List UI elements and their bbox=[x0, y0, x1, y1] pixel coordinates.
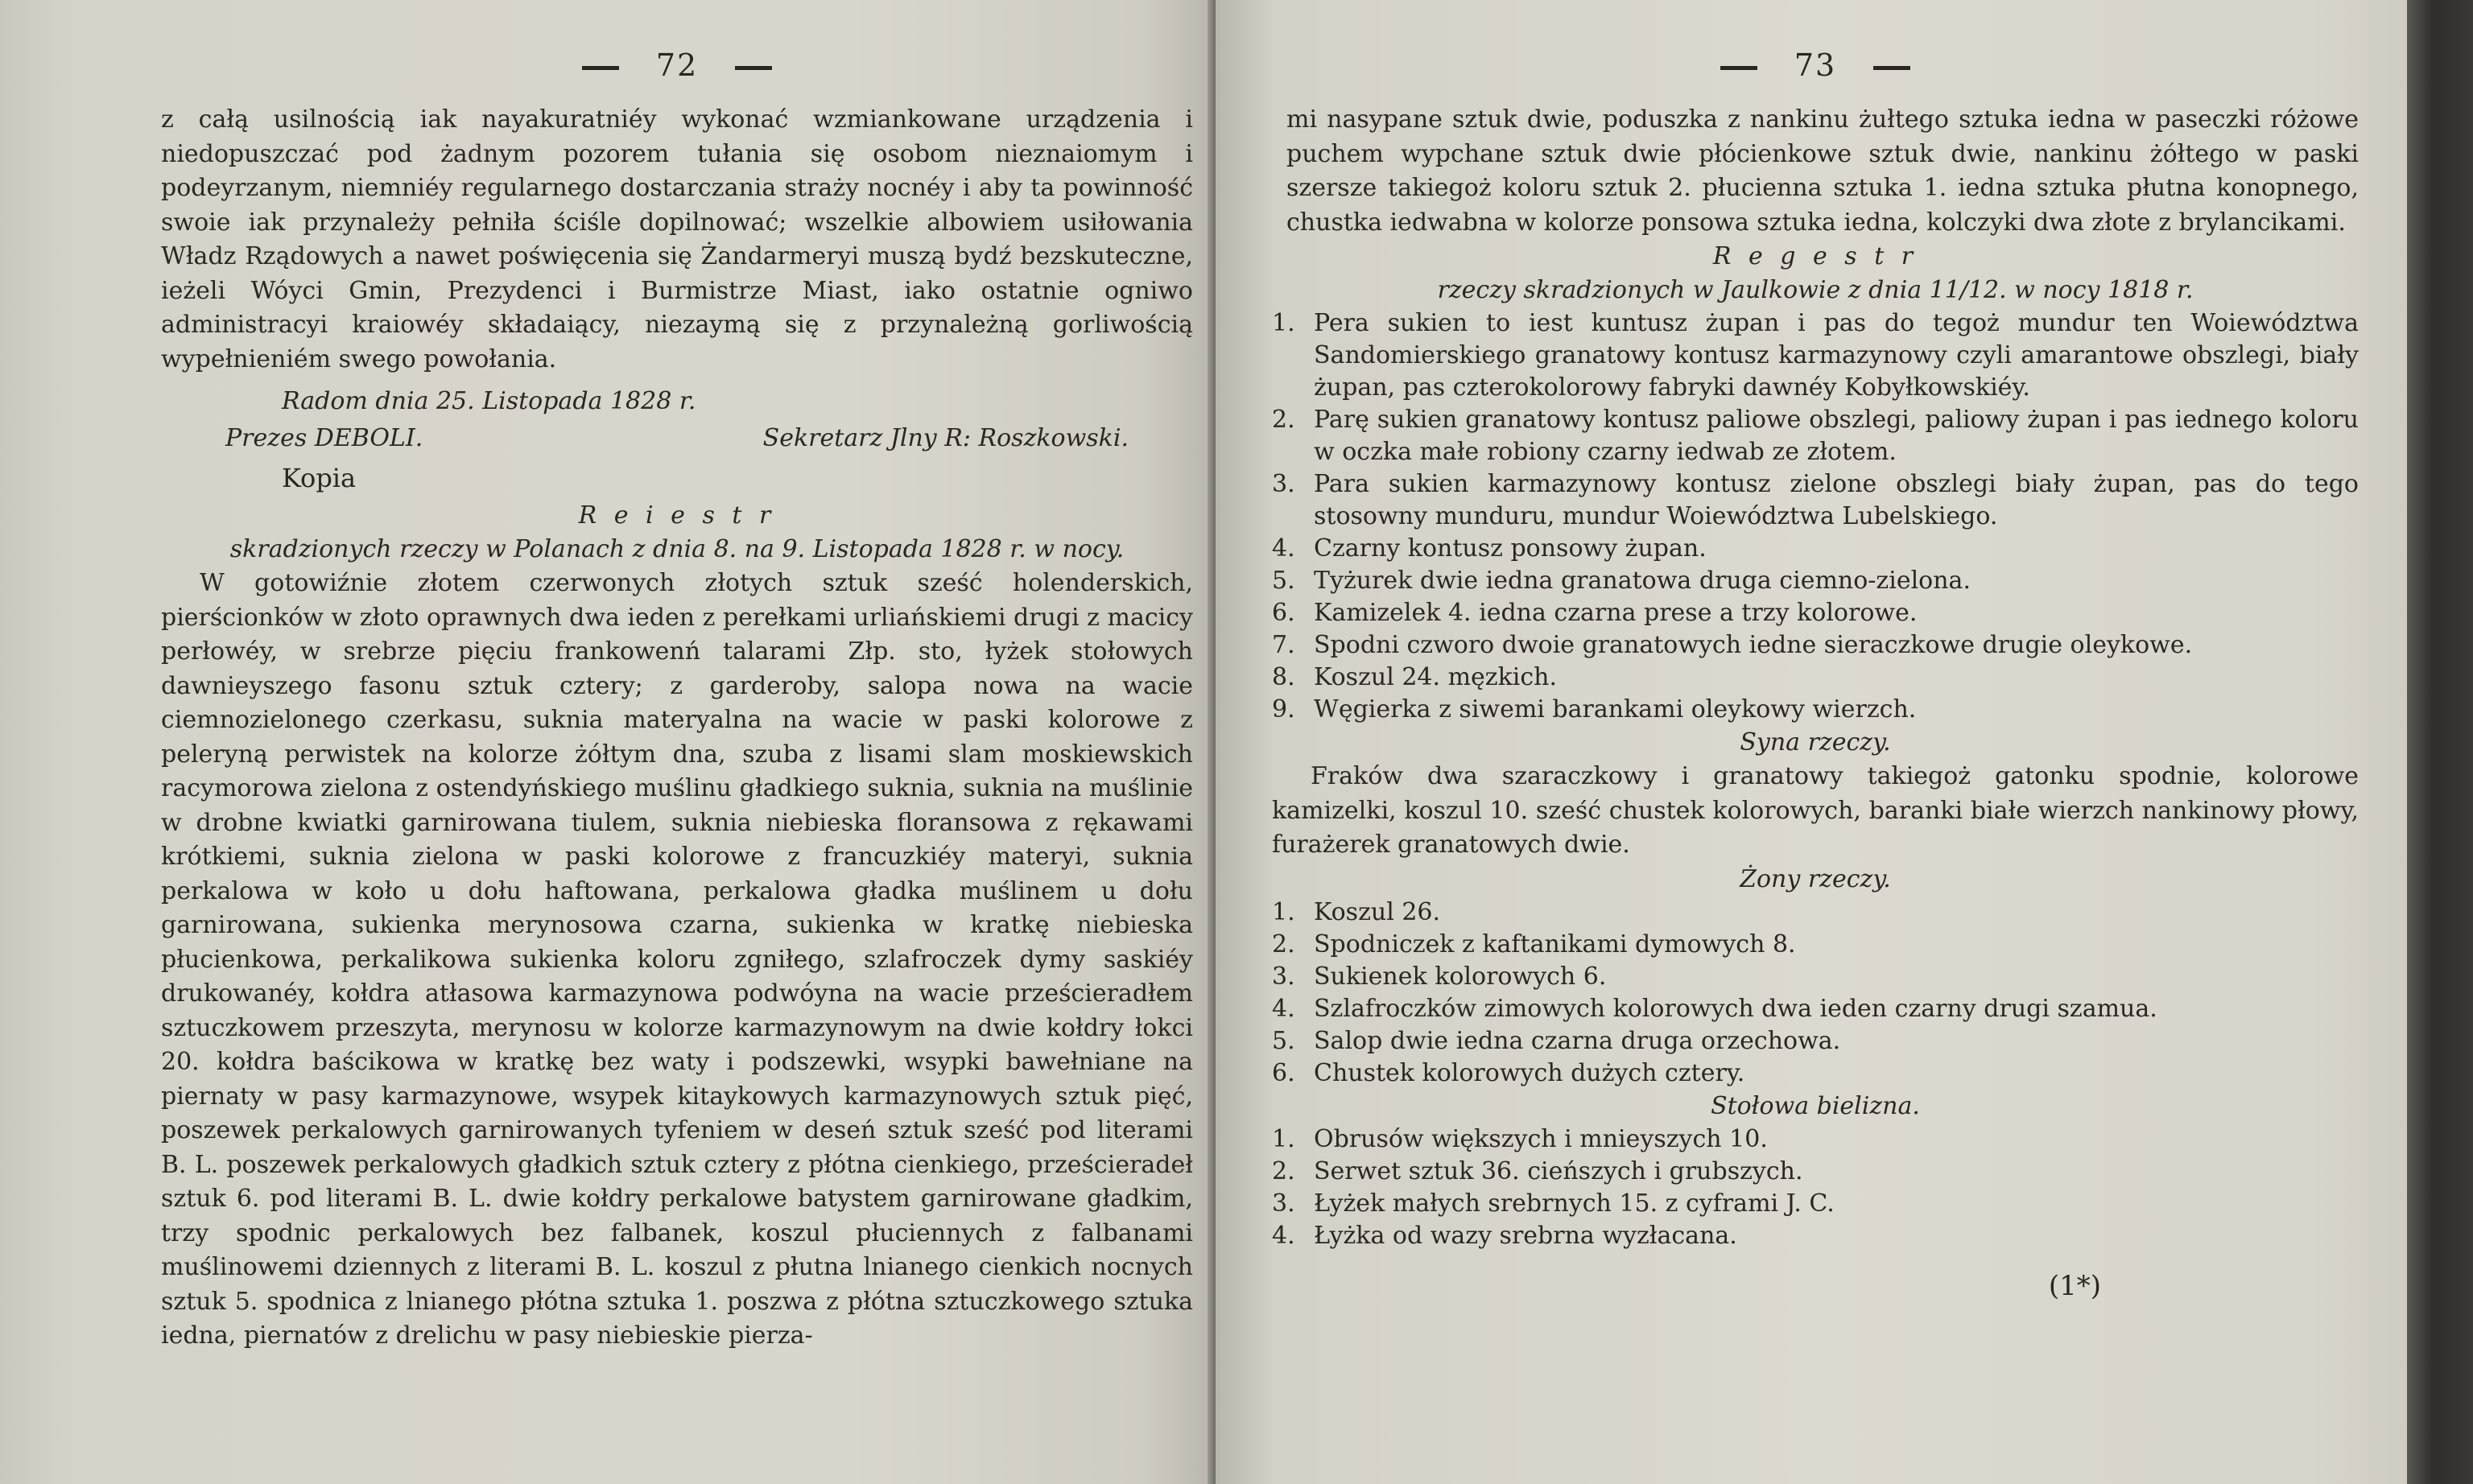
list-item-text: Koszul 24. męzkich. bbox=[1314, 663, 1558, 691]
list-item-text: Łyżek małych srebrnych 15. z cyframi J. C. bbox=[1314, 1189, 1835, 1218]
list-item-number: 6. bbox=[1272, 599, 1295, 627]
list-item-text: Obrusów większych i mnieyszych 10. bbox=[1314, 1124, 1768, 1153]
list-item bbox=[1272, 1123, 2359, 1156]
list-item-text: Łyżka od wazy srebrna wyzłacana. bbox=[1314, 1221, 1737, 1250]
list-item bbox=[1272, 929, 2359, 961]
list-item bbox=[1272, 533, 2359, 565]
signature-mark: (1*) bbox=[2048, 1269, 2101, 1302]
linen-heading: Stołowa bielizna. bbox=[1711, 1091, 1920, 1120]
list-item-number: 8. bbox=[1272, 663, 1295, 691]
list-item-number: 5. bbox=[1272, 1026, 1295, 1055]
list-item-text: Para sukien karmazynowy kontusz zielone obszlegi biały żupan, pas do tego stosowny munduru, mundur Woiewództwa Lubelskiego. bbox=[1314, 470, 2359, 530]
list-item-number: 2. bbox=[1272, 406, 1295, 434]
list-item-number: 6. bbox=[1272, 1058, 1295, 1087]
list-item bbox=[1272, 1025, 2359, 1057]
list-item bbox=[1272, 1188, 2359, 1220]
list-item bbox=[1272, 307, 2359, 404]
list-item-number: 1. bbox=[1272, 897, 1295, 926]
list-item bbox=[1272, 961, 2359, 993]
list-item-text: Parę sukien granatowy kontusz paliowe obszlegi, paliowy żupan i pas iednego koloru w oczka małe robiony czarny iedwab ze złotem. bbox=[1314, 406, 2359, 466]
list-item bbox=[1272, 629, 2359, 662]
list-item bbox=[1272, 597, 2359, 629]
list-item-number: 7. bbox=[1272, 631, 1295, 659]
signature-president: Prezes DEBOLI. bbox=[225, 424, 423, 452]
list-item-text: Serwet sztuk 36. cieńszych i grubszych. bbox=[1314, 1156, 1803, 1185]
list-item-number: 5. bbox=[1272, 567, 1295, 595]
list-item-text: Koszul 26. bbox=[1314, 897, 1441, 926]
right-page-header bbox=[1272, 42, 2359, 89]
list-item bbox=[1272, 565, 2359, 597]
list-item-number: 3. bbox=[1272, 962, 1295, 991]
list-item-text: Węgierka z siwemi barankami oleykowy wierzch. bbox=[1314, 695, 1917, 723]
signature-secretary: Sekretarz Jlny R: Roszkowski. bbox=[762, 424, 1129, 452]
right-continuation-paragraph: mi nasypane sztuk dwie, poduszka z nankinu żułtego sztuka iedna w paseczki różowe puchem wypchane sztuk dwie płócienkowe sztuk dwie, nankinu żółtego w paski szersze takiegoż koloru sztuk 2. płucienna sztuka 1. iedna sztuka płutna konopnego, chustka iedwabna w kolorze ponsowa sztuka iedna, kolczyki dwa złote z brylancikami. bbox=[1286, 105, 2359, 237]
son-paragraph: Fraków dwa szaraczkowy i granatowy takiegoż gatonku spodnie, kolorowe kamizelki, koszul 10. sześć chustek kolorowych, baranki białe wierzch nankinowy płowy, furażerek granatowych dwie. bbox=[1272, 762, 2359, 859]
list-item bbox=[1272, 993, 2359, 1025]
kopia-label: Kopia bbox=[282, 463, 357, 493]
list-item-number: 4. bbox=[1272, 1221, 1295, 1250]
list-item-text: Spodni czworo dwoie granatowych iedne sieraczkowe drugie oleykowe. bbox=[1314, 631, 2193, 659]
list-item-text: Kamizelek 4. iedna czarna prese a trzy kolorowe. bbox=[1314, 599, 1918, 627]
list-item-text: Pera sukien to iest kuntusz żupan i pas do tegoż mundur ten Woiewództwa Sandomierskiego granatowy kontusz karmazynowy czyli amarantowe obszlegi, biały żupan, pas czterokolorowy fabryki dawnéy Kobyłkowskiéy. bbox=[1314, 309, 2359, 402]
list-item-text: Chustek kolorowych dużych cztery. bbox=[1314, 1058, 1745, 1087]
list-item bbox=[1272, 662, 2359, 694]
right-page-number: 73 bbox=[1794, 47, 1837, 83]
left-page-header bbox=[161, 42, 1193, 89]
left-rejestr-subheading: skradzionych rzeczy w Polanach z dnia 8. na 9. Listopada 1828 r. w nocy. bbox=[229, 535, 1125, 563]
header-dash-left bbox=[582, 66, 619, 70]
list-item-number: 1. bbox=[1272, 1124, 1295, 1153]
list-item-text: Salop dwie iedna czarna druga orzechowa. bbox=[1314, 1026, 1841, 1055]
right-rejestr-subheading: rzeczy skradzionych w Jaulkowie z dnia 11/12. w nocy 1818 r. bbox=[1437, 276, 2194, 304]
left-main-paragraph: W gotowiźnie złotem czerwonych złotych sztuk sześć holenderskich, pierścionków w złoto oprawnych dwa ieden z perełkami urliańskiemi drugi z macicy perłowéy, w srebrze pięciu frankowenń talarami Złp. sto, łyżek stołowych dawnieyszego fasonu sztuk cztery; z garderoby, salopa nowa na wacie ciemnozielonego czerkasu, suknia materyalna na wacie w paski kolorowe z peleryną perwistek na kolorze żółtym dna, szuba z lisami slam moskiewskich racymorowa zielona z ostendyńskiego muślinu gładkiego suknia, suknia na muślinie w drobne kwiatki garnirowana tiulem, suknia niebieska floransowa z rękawami krótkiemi, suknia zielona w paski kolorowe z francuzkiéy materyi, suknia perkalowa w koło u dołu haftowana, perkalowa gładka muślinem u dołu garnirowana, sukienka merynosowa czarna, sukienka w kratkę niebieska płucienkowa, perkalikowa sukienka koloru zgniłego, szlafroczek dymy saskiéy drukowanéy, kołdra atłasowa karmazynowa podwóyna na wacie prześcieradłem sztuczkowem przeszyta, merynosu w kolorze karmazynowym na dwie kołdry łokci 20. kołdra baścikowa w kratkę bez waty i podszewki, wsypki bawełniane na piernaty w pasy karmazynowe, wsypek kitaykowych karmazynowych sztuk pięć, poszewek perkalowych garnirowanych tyfeniem w deseń sztuk sześć pod literami B. L. poszewek perkalowych gładkich sztuk cztery z płótna cienkiego, prześcieradeł sztuk 6. pod literami B. L. dwie kołdry perkalowe batystem garnirowane gładkim, trzy spodnic perkalowych bez falbanek, koszul płuciennych z falbanami muślinowemi dziennych z literami B. L. koszul z płutna lnianego cienkich nocnych sztuk 5. spodnica z lnianego płótna sztuka 1. poszwa z płótna sztuczkowego sztuka iedna, piernatów z drelichu w pasy niebieskie pierza- bbox=[161, 569, 1193, 1350]
list-item-number: 2. bbox=[1272, 1156, 1295, 1185]
list-item-text: Spodniczek z kaftanikami dymowych 8. bbox=[1314, 930, 1796, 958]
list-item-number: 2. bbox=[1272, 930, 1295, 958]
list-item-text: Sukienek kolorowych 6. bbox=[1314, 962, 1607, 991]
list-item-number: 4. bbox=[1272, 534, 1295, 563]
list-item bbox=[1272, 897, 2359, 929]
list-item bbox=[1272, 1057, 2359, 1090]
header-dash-right bbox=[735, 66, 772, 70]
left-rejestr-heading: R e i e s t r bbox=[578, 501, 776, 530]
list-item bbox=[1272, 1156, 2359, 1188]
header-dash-left bbox=[1720, 66, 1757, 70]
background-edge bbox=[2407, 0, 2473, 1484]
list-item-number: 1. bbox=[1272, 309, 1295, 337]
list-item-number: 3. bbox=[1272, 470, 1295, 498]
list-item bbox=[1272, 694, 2359, 726]
right-rejestr-heading: R e g e s t r bbox=[1712, 242, 1918, 270]
linen-items-list bbox=[1272, 1123, 2359, 1252]
list-item-text: Tyżurek dwie iedna granatowa druga ciemno-zielona. bbox=[1314, 567, 1971, 595]
list-item bbox=[1272, 1220, 2359, 1252]
list-item-text: Czarny kontusz ponsowy żupan. bbox=[1314, 534, 1707, 563]
list-item bbox=[1272, 404, 2359, 468]
wife-items-list bbox=[1272, 897, 2359, 1090]
left-intro-paragraph: z całą usilnością iak nayakuratniéy wykonać wzmiankowane urządzenia i niedopuszczać pod żadnym pozorem tułania się osobom nieznaiomym i podeyrzanym, niemniéy regularnego dostarczania straży nocnéy i aby ta powinność swoie iak przynależy pełniła ściśle dopilnować; wszelkie albowiem usiłowania Władz Rządowych a nawet poświęcenia się Żandarmeryi muszą bydź bezskuteczne, ieżeli Wóyci Gmin, Prezydenci i Burmistrze Miast, iako ostatnie ogniwo administracyi kraiowéy składaiący, niezaymą się z przynależną gorliwością wypełnieniém swego powołania. bbox=[161, 105, 1193, 373]
main-items-list bbox=[1272, 307, 2359, 726]
son-heading: Syna rzeczy. bbox=[1740, 728, 1891, 756]
header-dash-right bbox=[1873, 66, 1910, 70]
list-item-number: 4. bbox=[1272, 994, 1295, 1023]
date-line: Radom dnia 25. Listopada 1828 r. bbox=[282, 387, 696, 415]
left-page bbox=[0, 0, 1216, 1484]
list-item bbox=[1272, 468, 2359, 533]
right-page bbox=[1216, 0, 2407, 1484]
list-item-text: Szlafroczków zimowych kolorowych dwa ieden czarny drugi szamua. bbox=[1314, 994, 2157, 1023]
signature-row bbox=[161, 420, 1193, 457]
list-item-number: 9. bbox=[1272, 695, 1295, 723]
left-page-number: 72 bbox=[655, 47, 699, 83]
list-item-number: 3. bbox=[1272, 1189, 1295, 1218]
wife-heading: Żony rzeczy. bbox=[1740, 864, 1891, 893]
